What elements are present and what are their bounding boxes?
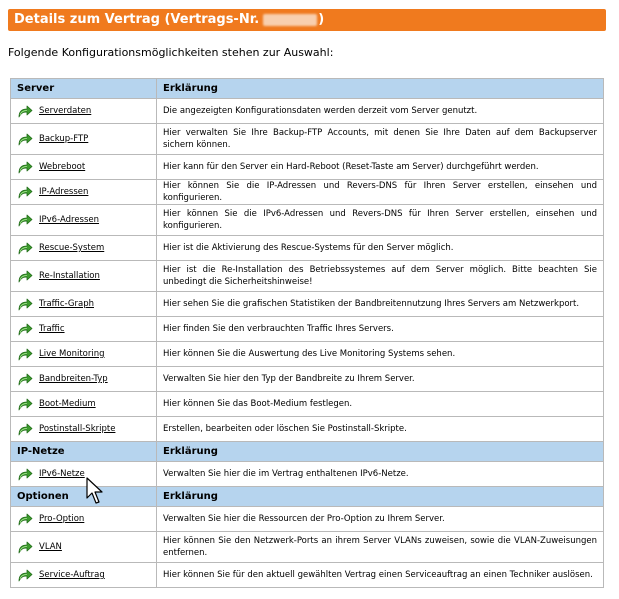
option-cell (11, 507, 157, 532)
option-cell (11, 563, 157, 588)
green-arrow-icon[interactable] (17, 269, 33, 283)
green-arrow-icon[interactable] (17, 297, 33, 311)
option-link[interactable]: Traffic-Graph (39, 299, 94, 309)
option-link[interactable]: Postinstall-Skripte (39, 424, 116, 434)
option-description: Verwalten Sie hier die Ressourcen der Pro-Option zu Ihrem Server. (157, 507, 604, 532)
table-row (11, 124, 604, 155)
option-link[interactable]: Rescue-System (39, 243, 105, 253)
option-link[interactable]: Bandbreiten-Typ (39, 374, 108, 384)
option-cell (11, 292, 157, 317)
table-row (11, 392, 604, 417)
option-link[interactable]: VLAN (39, 542, 62, 552)
green-arrow-icon[interactable] (17, 347, 33, 361)
page-title-bar (8, 9, 606, 31)
option-cell (11, 155, 157, 180)
explanation-heading: Erklärung (157, 79, 604, 99)
explanation-heading: Erklärung (157, 487, 604, 507)
section-heading: IP-Netze (11, 442, 157, 462)
option-link[interactable]: Re-Installation (39, 271, 100, 281)
option-cell (11, 205, 157, 236)
option-description: Verwalten Sie hier die im Vertrag enthaltenen IPv6-Netze. (157, 462, 604, 487)
option-link[interactable]: IPv6-Netze (39, 469, 85, 479)
green-arrow-icon[interactable] (17, 467, 33, 481)
table-row (11, 236, 604, 261)
option-description: Hier können Sie den Netzwerk-Ports an ihrem Server VLANs zuweisen, sowie die VLAN-Zuweisungen entfernen. (157, 532, 604, 563)
green-arrow-icon[interactable] (17, 132, 33, 146)
table-row (11, 155, 604, 180)
option-link[interactable]: IPv6-Adressen (39, 215, 100, 225)
green-arrow-icon[interactable] (17, 540, 33, 554)
table-row (11, 99, 604, 124)
green-arrow-icon[interactable] (17, 512, 33, 526)
table-row (11, 342, 604, 367)
green-arrow-icon[interactable] (17, 372, 33, 386)
option-description: Hier ist die Re-Installation des Betriebssystemes auf dem Server möglich. Bitte beachten Sie unbedingt die Sicherheitshinweise! (157, 261, 604, 292)
table-row (11, 180, 604, 205)
section-heading: Server (11, 79, 157, 99)
table-row (11, 563, 604, 588)
option-description: Hier kann für den Server ein Hard-Reboot (Reset-Taste am Server) durchgeführt werden. (157, 155, 604, 180)
green-arrow-icon[interactable] (17, 397, 33, 411)
option-cell (11, 417, 157, 442)
option-cell (11, 124, 157, 155)
option-description: Hier sehen Sie die grafischen Statistiken der Bandbreitennutzung Ihres Servers am Netzwerkport. (157, 292, 604, 317)
section-heading: Optionen (11, 487, 157, 507)
redacted-contract-number (263, 14, 317, 26)
option-link[interactable]: Backup-FTP (39, 134, 89, 144)
option-cell (11, 317, 157, 342)
option-link[interactable]: Service-Auftrag (39, 570, 105, 580)
option-link[interactable]: Webreboot (39, 162, 86, 172)
option-description: Hier können Sie das Boot-Medium festlegen. (157, 392, 604, 417)
option-description: Hier können Sie die IPv6-Adressen und Revers-DNS für Ihren Server erstellen, einsehen und konfigurieren. (157, 205, 604, 236)
option-description: Hier können Sie die Auswertung des Live Monitoring Systems sehen. (157, 342, 604, 367)
option-description: Hier können Sie die IP-Adressen und Revers-DNS für Ihren Server erstellen, einsehen und konfigurieren. (157, 180, 604, 205)
option-cell (11, 180, 157, 205)
page-title-suffix: ) (318, 12, 325, 27)
option-link[interactable]: Serverdaten (39, 106, 92, 116)
table-row (11, 205, 604, 236)
option-cell (11, 342, 157, 367)
option-cell (11, 532, 157, 563)
option-link[interactable]: Pro-Option (39, 514, 85, 524)
option-cell (11, 367, 157, 392)
table-row (11, 317, 604, 342)
mouse-cursor-icon (86, 477, 106, 505)
option-link[interactable]: IP-Adressen (39, 187, 89, 197)
green-arrow-icon[interactable] (17, 422, 33, 436)
option-description: Hier ist die Aktivierung des Rescue-Systems für den Server möglich. (157, 236, 604, 261)
option-link[interactable]: Traffic (39, 324, 65, 334)
option-description: Hier verwalten Sie Ihre Backup-FTP Accounts, mit denen Sie Ihre Daten auf dem Backupserver sichern können. (157, 124, 604, 155)
green-arrow-icon[interactable] (17, 160, 33, 174)
green-arrow-icon[interactable] (17, 322, 33, 336)
option-description: Erstellen, bearbeiten oder löschen Sie Postinstall-Skripte. (157, 417, 604, 442)
green-arrow-icon[interactable] (17, 185, 33, 199)
table-row (11, 292, 604, 317)
table-row (11, 532, 604, 563)
section-header (11, 79, 604, 99)
table-row (11, 261, 604, 292)
intro-text: Folgende Konfigurationsmöglichkeiten stehen zur Auswahl: (8, 46, 334, 59)
option-cell (11, 462, 157, 487)
option-cell (11, 99, 157, 124)
page-title: Details zum Vertrag (Vertrags-Nr. (14, 12, 260, 27)
option-link[interactable]: Boot-Medium (39, 399, 96, 409)
explanation-heading: Erklärung (157, 442, 604, 462)
option-link[interactable]: Live Monitoring (39, 349, 105, 359)
option-cell (11, 392, 157, 417)
green-arrow-icon[interactable] (17, 104, 33, 118)
green-arrow-icon[interactable] (17, 241, 33, 255)
green-arrow-icon[interactable] (17, 568, 33, 582)
table-row (11, 367, 604, 392)
option-description: Hier können Sie für den aktuell gewählten Vertrag einen Serviceauftrag an einen Techniker auslösen. (157, 563, 604, 588)
option-description: Hier finden Sie den verbrauchten Traffic Ihres Servers. (157, 317, 604, 342)
option-cell (11, 236, 157, 261)
table-row (11, 417, 604, 442)
section-header (11, 442, 604, 462)
option-description: Verwalten Sie hier den Typ der Bandbreite zu Ihrem Server. (157, 367, 604, 392)
configuration-table (10, 78, 604, 588)
table-row (11, 507, 604, 532)
option-description: Die angezeigten Konfigurationsdaten werden derzeit vom Server genutzt. (157, 99, 604, 124)
option-cell (11, 261, 157, 292)
green-arrow-icon[interactable] (17, 213, 33, 227)
